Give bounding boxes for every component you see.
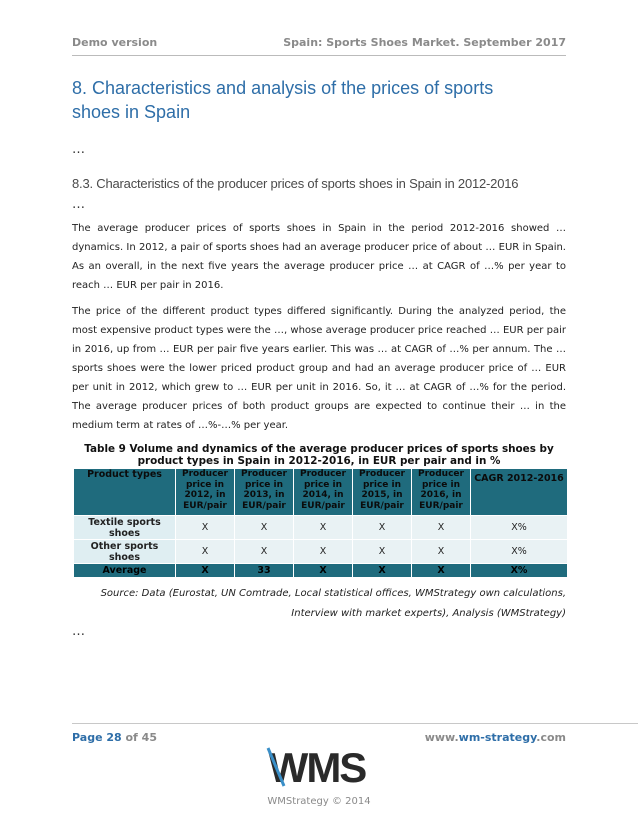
table-cell: X [353,540,412,564]
table-cell: X [235,516,294,540]
logo-text: WMS [268,744,366,791]
col-header-2016: Producer price in 2016, in EUR/pair [412,469,471,516]
table-source: Source: Data (Eurostat, UN Comtrade, Local statistical offices, WMStrategy own calculations, Interview with market experts), Analysis (WMStrategy) [100,588,566,619]
page-total: of 45 [121,731,157,744]
ellipsis: … [72,624,85,639]
paragraph-2: The price of the different product types differed significantly. During the analyzed period, the most expensive product types were the …, whose average producer price reached … EUR per pair in 2016, up from … EUR per pair five years earlier. This was … at CAGR of …% per annum. The … sports shoes were the lower priced product group and had an average producer price of … EUR per unit in 2012, which grew to … EUR per unit in 2016. So, it … at CAGR of …% for the period. The average producer prices of both product groups are expected to continue their … in the medium term at rates of …%-…% per year. [72,306,566,431]
col-header-product-types: Product types [74,469,176,516]
table-cell: X [353,564,412,578]
table-row-average [74,564,568,578]
table-cell: X% [471,564,568,578]
web-prefix: www. [424,731,459,744]
ellipsis: … [72,142,85,157]
subsection-title: 8.3. Characteristics of the producer prices of sports shoes in Spain in 2012-2016 [72,176,519,191]
table-cell: X [176,516,235,540]
table-caption: Table 9 Volume and dynamics of the average producer prices of sports shoes by product types in Spain in 2012-2016, in EUR per pair and in % [84,443,554,467]
table-cell: X [412,516,471,540]
copyright: WMStrategy © 2014 [267,796,371,807]
table-cell: X [412,540,471,564]
table-cell: X [176,564,235,578]
row-label: Average [74,564,176,578]
col-header-2015: Producer price in 2015, in EUR/pair [353,469,412,516]
table-cell: X [294,516,353,540]
col-header-2013: Producer price in 2013, in EUR/pair [235,469,294,516]
table-cell: X [412,564,471,578]
table-cell: X [294,564,353,578]
col-header-2014: Producer price in 2014, in EUR/pair [294,469,353,516]
website-link[interactable] [425,731,566,744]
footer-divider [72,723,638,724]
row-label: Other sports shoes [74,540,176,564]
page-header [72,36,566,52]
table-cell: X [176,540,235,564]
col-header-2012: Producer price in 2012, in EUR/pair [176,469,235,516]
table-row [74,540,568,564]
page-label: Page 28 [72,731,122,744]
wms-logo [262,740,372,792]
row-label: Textile sports shoes [74,516,176,540]
section-title: 8. Characteristics and analysis of the prices of sports shoes in Spain [72,78,494,122]
table-cell: X [294,540,353,564]
price-table [73,468,568,578]
table-row [74,516,568,540]
header-divider [72,55,566,56]
header-left: Demo version [72,36,158,49]
web-suffix: .com [536,731,566,744]
web-domain: wm-strategy [458,731,537,744]
header-right: Spain: Sports Shoes Market. September 2017 [283,36,566,49]
table-cell: 33 [235,564,294,578]
table-cell: X% [471,540,568,564]
paragraph-1: The average producer prices of sports shoes in Spain in the period 2012-2016 showed … dynamics. In 2012, a pair of sports shoes had an average producer price of about … EUR in Spain. As an overall, in the next five years the average producer price … at CAGR of …% per year to reach … EUR per pair in 2016. [72,223,566,291]
page-number [72,731,157,744]
table-cell: X% [471,516,568,540]
ellipsis: … [72,197,85,212]
table-cell: X [353,516,412,540]
table-cell: X [235,540,294,564]
col-header-cagr: CAGR 2012-2016 [471,469,568,516]
